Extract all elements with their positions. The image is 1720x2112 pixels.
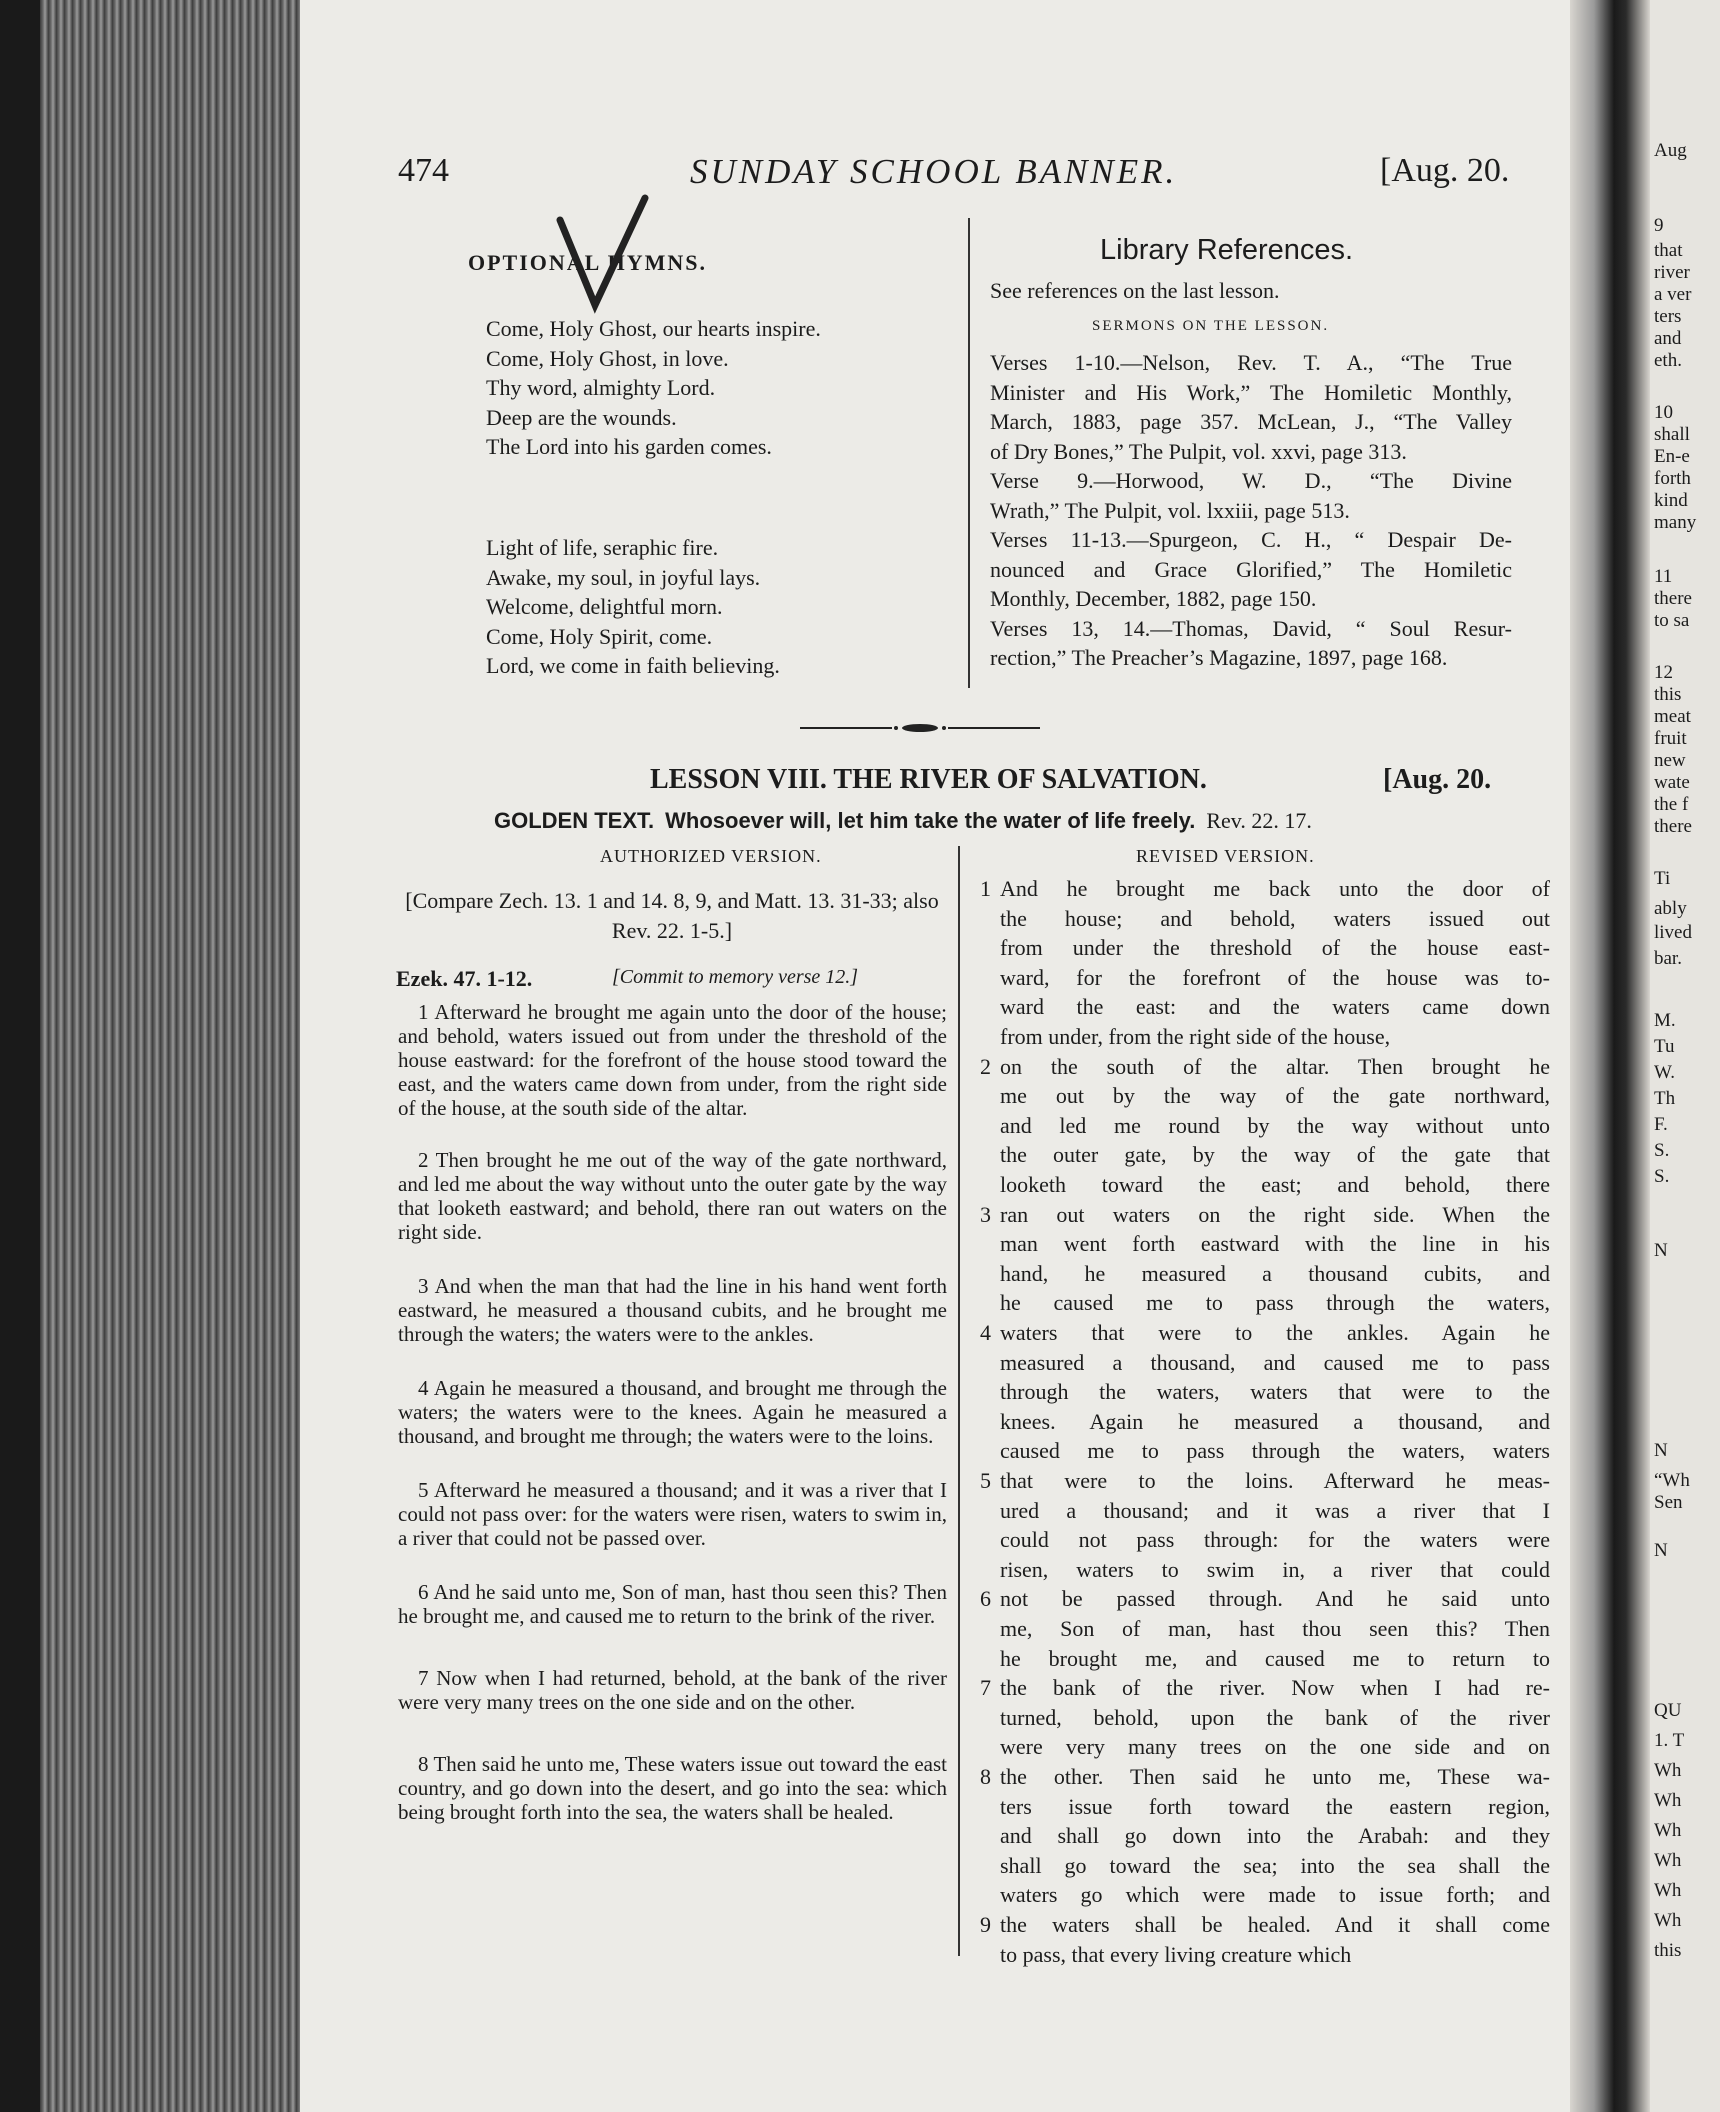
sermon-reference-line: Verses 1-10.—Nelson, Rev. T. A., “The True — [990, 350, 1512, 375]
facing-page-fragment: ters — [1654, 306, 1682, 327]
verse-paragraph: 7 Now when I had returned, behold, at the bank of the river were very many trees on the one side and on the other. — [398, 1666, 947, 1714]
sermon-reference-line: Verses 11-13.—Spurgeon, C. H., “ Despair De- — [990, 527, 1512, 552]
facing-page-fragment: M. — [1654, 1010, 1676, 1031]
facing-page-fragment: 9 — [1654, 215, 1664, 236]
facing-page-fragment: 11 — [1654, 566, 1673, 587]
verse-paragraph: 2 Then brought he me out of the way of the gate northward, and led me about the way without unto the outer gate by the way that looketh eastward; and behold, there ran out waters on the right side. — [398, 1148, 947, 1244]
hymn-item: Lord, we come in faith believing. — [486, 653, 780, 678]
revised-line: the other. Then said he unto me, These wa- — [1000, 1764, 1550, 1789]
revised-line: he brought me, and caused me to return to — [1000, 1645, 1550, 1671]
facing-page-fragment: Sen — [1654, 1492, 1683, 1513]
revised-line: waters go which were made to issue forth; and — [1000, 1882, 1550, 1908]
facing-page-fragment: QU — [1654, 1700, 1682, 1721]
book-edge-shadow — [0, 0, 40, 2112]
authorized-version-heading: AUTHORIZED VERSION. — [600, 846, 822, 866]
revised-line: the house; and behold, waters issued out — [1000, 905, 1550, 931]
facing-page-fragment: Ti — [1654, 868, 1671, 889]
sermon-reference-line: Wrath,” The Pulpit, vol. lxxiii, page 513. — [990, 497, 1350, 523]
facing-page-fragment: many — [1654, 512, 1697, 533]
journal-title: SUNDAY SCHOOL BANNER. — [690, 152, 1178, 191]
compare-note: [Compare Zech. 13. 1 and 14. 8, 9, and Matt. 13. 31-33; also Rev. 22. 1-5.] — [405, 888, 939, 943]
facing-page-fragment: 12 — [1654, 662, 1673, 683]
sermon-reference-line: Monthly, December, 1882, page 150. — [990, 586, 1317, 611]
revised-line: not be passed through. And he said unto — [1000, 1586, 1550, 1612]
hymn-item: Light of life, seraphic fire. — [486, 535, 719, 560]
sermons-title: SERMONS ON THE LESSON. — [1092, 318, 1330, 334]
column-divider — [968, 218, 970, 688]
facing-page-fragment: shall — [1654, 424, 1690, 445]
facing-page-fragment: meat — [1654, 706, 1691, 727]
verse-paragraph: 8 Then said he unto me, These waters issue out toward the east country, and go down into the desert, and go into the sea: which being brought forth into the sea, the waters shall be healed. — [398, 1752, 947, 1824]
revised-line: And he brought me back unto the door of — [1000, 876, 1550, 901]
facing-page-fragment: Aug — [1654, 140, 1687, 161]
scripture-reference: Ezek. 47. 1-12. — [396, 966, 533, 991]
lesson-date: [Aug. 20. — [1383, 764, 1492, 795]
facing-page-fragment: N — [1654, 1540, 1668, 1561]
ornament-divider-icon — [800, 720, 1040, 736]
revised-line: knees. Again he measured a thousand, and — [1000, 1408, 1550, 1434]
sermon-reference-line: Verses 13, 14.—Thomas, David, “ Soul Resur- — [990, 615, 1512, 641]
facing-page-fragment: S. — [1654, 1166, 1670, 1187]
facing-page-edge — [1650, 0, 1720, 2112]
facing-page-fragment: S. — [1654, 1140, 1670, 1161]
revised-line: looketh toward the east; and behold, there — [1000, 1172, 1550, 1197]
hymn-item: Come, Holy Ghost, in love. — [486, 345, 729, 371]
revised-line: ured a thousand; and it was a river that I — [1000, 1497, 1550, 1523]
revised-line: ters issue forth toward the eastern region, — [1000, 1793, 1550, 1819]
golden-text — [494, 808, 1312, 834]
facing-page-fragment: N — [1654, 1440, 1668, 1461]
verse-number: 2 — [980, 1053, 991, 1079]
sermon-reference-line: March, 1883, page 357. McLean, J., “The Valley — [990, 409, 1512, 434]
revised-line: waters that were to the ankles. Again he — [1000, 1320, 1550, 1345]
revised-line: could not pass through: for the waters were — [1000, 1527, 1550, 1553]
revised-version-heading: REVISED VERSION. — [1136, 846, 1315, 866]
hymn-item: Welcome, delightful morn. — [486, 594, 723, 619]
golden-text-reference: Rev. 22. 17. — [1206, 808, 1312, 833]
verse-paragraph: 5 Afterward he measured a thousand; and it was a river that I could not pass over: for the waters were risen, waters to swim in, a river that could not be passed over. — [398, 1478, 947, 1550]
revised-line: and shall go down into the Arabah: and they — [1000, 1823, 1550, 1849]
sermon-reference-line: Minister and His Work,” The Homiletic Monthly, — [990, 379, 1512, 405]
revised-line: measured a thousand, and caused me to pass — [1000, 1349, 1550, 1375]
revised-line: shall go toward the sea; into the sea shall the — [1000, 1852, 1550, 1878]
facing-page-fragment: the f — [1654, 794, 1689, 815]
verse-number: 9 — [980, 1912, 991, 1937]
library-references-title: Library References. — [1100, 234, 1354, 266]
verse-paragraph: 4 Again he measured a thousand, and brought me through the waters; the waters were to the knees. Again he measured a thousand, and brought me through; the waters were to the loins. — [398, 1376, 947, 1448]
revised-line: from under, from the right side of the house, — [1000, 1024, 1391, 1049]
golden-text-body: Whosoever will, let him take the water of life freely. — [665, 808, 1196, 833]
golden-text-label: GOLDEN TEXT. — [494, 808, 655, 833]
revised-line: ward, for the forefront of the house was to- — [1000, 964, 1550, 990]
verse-number: 8 — [980, 1764, 991, 1789]
verse-paragraph: 3 And when the man that had the line in his hand went forth eastward, he measured a thousand cubits, and he brought me through the waters; the waters were to the ankles. — [398, 1274, 947, 1346]
book-page — [300, 0, 1580, 2112]
verse-number: 5 — [980, 1468, 991, 1493]
hymn-item: The Lord into his garden comes. — [486, 434, 772, 459]
revised-line: were very many trees on the one side and on — [1000, 1734, 1550, 1760]
sermon-reference-line: Verse 9.—Horwood, W. D., “The Divine — [990, 468, 1512, 493]
facing-page-fragment: river — [1654, 262, 1690, 283]
book-gutter — [1570, 0, 1650, 2112]
facing-page-fragment: 1. T — [1654, 1730, 1685, 1751]
facing-page-fragment: and — [1654, 328, 1682, 349]
verse-number: 4 — [980, 1320, 991, 1345]
facing-page-fragment: eth. — [1654, 350, 1682, 371]
revised-line: through the waters, waters that were to the — [1000, 1379, 1550, 1405]
verse-number: 6 — [980, 1586, 991, 1612]
facing-page-fragment: “Wh — [1654, 1470, 1690, 1491]
facing-page-fragment: Wh — [1654, 1760, 1682, 1781]
revised-line: and led me round by the way without unto — [1000, 1112, 1550, 1138]
revised-line: ward the east: and the waters came down — [1000, 994, 1550, 1020]
revised-line: on the south of the altar. Then brought he — [1000, 1053, 1550, 1079]
facing-page-fragment: Th — [1654, 1088, 1676, 1109]
facing-page-fragment: this — [1654, 1940, 1682, 1961]
facing-page-fragment: forth — [1654, 468, 1691, 489]
facing-page-fragment: W. — [1654, 1062, 1675, 1083]
verse-paragraph: 1 Afterward he brought me again unto the door of the house; and behold, waters issued out from under the threshold of the house eastward: for the forefront of the house stood toward the east, and the waters came down from under, from the right side of the house, at the south side of the altar. — [398, 1000, 947, 1120]
revised-line: me, Son of man, hast thou seen this? Then — [1000, 1616, 1550, 1641]
facing-page-fragment: to sa — [1654, 610, 1690, 631]
revised-line: the waters shall be healed. And it shall come — [1000, 1912, 1550, 1937]
column-divider — [958, 846, 960, 1956]
facing-page-fragment: 10 — [1654, 402, 1673, 423]
verse-number: 1 — [980, 876, 991, 901]
facing-page-fragment: wate — [1654, 772, 1690, 793]
facing-page-fragment: new — [1654, 750, 1686, 771]
revised-line: ran out waters on the right side. When the — [1000, 1201, 1550, 1227]
memory-verse-note: [Commit to memory verse 12.] — [612, 966, 859, 988]
facing-page-fragment: Wh — [1654, 1820, 1682, 1841]
sermon-reference-line: nounced and Grace Glorified,” The Homiletic — [990, 556, 1512, 582]
header-date: [Aug. 20. — [1380, 152, 1510, 189]
page-number: 474 — [398, 152, 449, 189]
revised-line: that were to the loins. Afterward he meas- — [1000, 1468, 1550, 1493]
facing-page-fragment: that — [1654, 240, 1683, 261]
facing-page-fragment: a ver — [1654, 284, 1692, 305]
verse-number: 3 — [980, 1201, 991, 1227]
revised-line: turned, behold, upon the bank of the river — [1000, 1704, 1550, 1730]
hymn-item: Awake, my soul, in joyful lays. — [486, 564, 761, 590]
lesson-title: LESSON VIII. THE RIVER OF SALVATION. — [650, 764, 1207, 795]
facing-page-fragment: Wh — [1654, 1850, 1682, 1871]
revised-line: risen, waters to swim in, a river that could — [1000, 1556, 1550, 1582]
book-page-edges — [0, 0, 300, 2112]
facing-page-fragment: Wh — [1654, 1880, 1682, 1901]
handwritten-check-mark — [540, 190, 660, 320]
revised-line: hand, he measured a thousand cubits, and — [1000, 1260, 1550, 1286]
revised-line: to pass, that every living creature which — [1000, 1941, 1352, 1967]
sermon-reference-line: rection,” The Preacher’s Magazine, 1897, page 168. — [990, 645, 1448, 670]
revised-line: he caused me to pass through the waters, — [1000, 1290, 1550, 1316]
hymn-item: Come, Holy Spirit, come. — [486, 623, 713, 649]
revised-line: man went forth eastward with the line in his — [1000, 1231, 1550, 1257]
facing-page-fragment: Tu — [1654, 1036, 1675, 1057]
facing-page-fragment: bar. — [1654, 948, 1682, 969]
hymn-item: Thy word, almighty Lord. — [486, 375, 716, 400]
verse-paragraph: 6 And he said unto me, Son of man, hast thou seen this? Then he brought me, and caused me to return to the brink of the river. — [398, 1580, 947, 1628]
revised-line: the bank of the river. Now when I had re- — [1000, 1675, 1550, 1701]
facing-page-fragment: kind — [1654, 490, 1688, 511]
facing-page-fragment: fruit — [1654, 728, 1687, 749]
facing-page-fragment: lived — [1654, 922, 1692, 943]
facing-page-fragment: ably — [1654, 898, 1687, 919]
facing-page-fragment: there — [1654, 588, 1692, 609]
revised-line: caused me to pass through the waters, waters — [1000, 1438, 1550, 1464]
hymns-title: OPTIONAL HYMNS. — [468, 250, 708, 275]
verse-number: 7 — [980, 1675, 991, 1701]
hymn-item: Deep are the wounds. — [486, 404, 677, 430]
facing-page-fragment: En-e — [1654, 446, 1690, 467]
revised-line: from under the threshold of the house east- — [1000, 935, 1550, 961]
facing-page-fragment: Wh — [1654, 1790, 1682, 1811]
library-see-note: See references on the last lesson. — [990, 278, 1280, 303]
facing-page-fragment: there — [1654, 816, 1692, 837]
facing-page-fragment: N — [1654, 1240, 1668, 1261]
facing-page-fragment: Wh — [1654, 1910, 1682, 1931]
facing-page-fragment: F. — [1654, 1114, 1668, 1135]
sermon-reference-line: of Dry Bones,” The Pulpit, vol. xxvi, page 313. — [990, 438, 1407, 464]
revised-line: me out by the way of the gate northward, — [1000, 1083, 1550, 1109]
facing-page-fragment: this — [1654, 684, 1682, 705]
revised-line: the outer gate, by the way of the gate that — [1000, 1142, 1550, 1168]
hymn-item: Come, Holy Ghost, our hearts inspire. — [486, 316, 821, 341]
